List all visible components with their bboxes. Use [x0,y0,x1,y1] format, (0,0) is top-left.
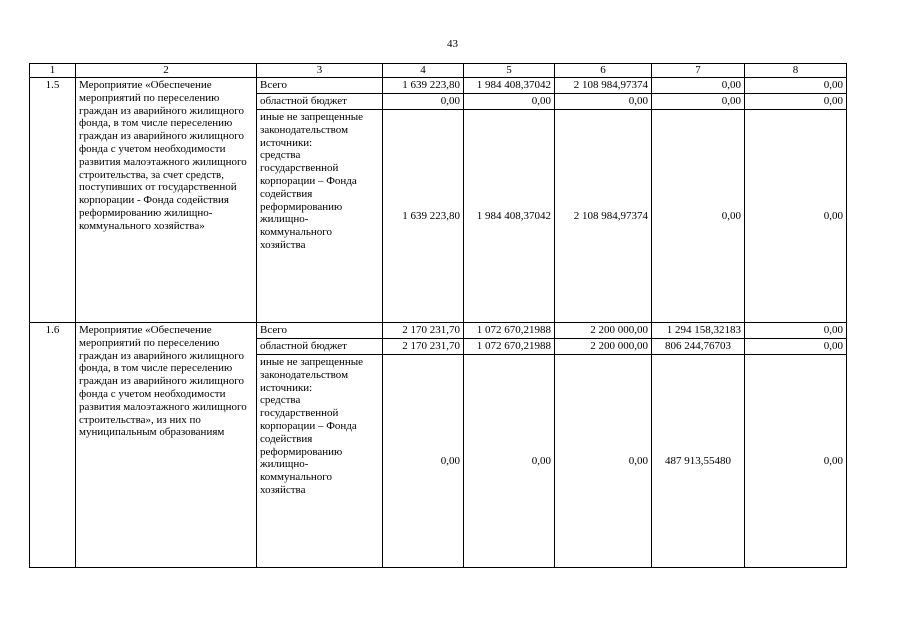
source-label: Всего [257,323,383,339]
column-header: 7 [652,64,745,78]
value-cell: 0,00 [383,355,464,568]
measure-name: Мероприятие «Обеспечение мероприятий по переселению граждан из аварийного жилищного фонда, в том числе переселению граждан из аварийного жилищного фонда с учетом необходимости развития малоэтажного жилищного строительства, за счет средств, поступивших от государственной корпорации - Фонда содействия реформированию жилищно-коммунального хозяйства» [76,78,257,323]
table-row [30,78,847,94]
value-cell: 1 072 670,21988 [464,323,555,339]
value-cell: 0,00 [652,78,745,94]
value-cell: 0,00 [464,94,555,110]
source-label: областной бюджет [257,94,383,110]
column-header: 2 [76,64,257,78]
measure-name: Мероприятие «Обеспечение мероприятий по переселению граждан из аварийного жилищного фонда, в том числе переселению граждан из аварийного жилищного фонда с учетом необходимости развития малоэтажного жилищного строительства», из них по муниципальным образованиям [76,323,257,568]
source-label: Всего [257,78,383,94]
table-row [30,323,847,339]
value-cell: 0,00 [383,94,464,110]
value-cell: 2 108 984,97374 [555,110,652,323]
column-header: 8 [745,64,847,78]
value-cell: 1 294 158,32183 [652,323,745,339]
value-cell: 2 170 231,70 [383,323,464,339]
column-header-row [30,64,847,78]
value-cell: 487 913,55480 [652,355,745,568]
value-cell: 0,00 [745,110,847,323]
source-label: иные не запрещенные законодательством источники: средства государственной корпорации – Фонда содействия реформированию жилищно-коммунального хозяйства [257,110,383,323]
value-cell: 0,00 [745,323,847,339]
value-cell: 2 200 000,00 [555,323,652,339]
value-cell: 1 984 408,37042 [464,78,555,94]
value-cell: 0,00 [745,355,847,568]
value-cell: 0,00 [464,355,555,568]
source-label: областной бюджет [257,339,383,355]
row-index: 1.5 [30,78,76,323]
value-cell: 0,00 [555,355,652,568]
value-cell: 2 108 984,97374 [555,78,652,94]
row-index: 1.6 [30,323,76,568]
value-cell: 0,00 [652,94,745,110]
column-header: 1 [30,64,76,78]
value-cell: 1 639 223,80 [383,78,464,94]
value-cell: 0,00 [745,339,847,355]
value-cell: 806 244,76703 [652,339,745,355]
value-cell: 2 170 231,70 [383,339,464,355]
value-cell: 1 072 670,21988 [464,339,555,355]
column-header: 3 [257,64,383,78]
column-header: 5 [464,64,555,78]
value-cell: 1 984 408,37042 [464,110,555,323]
source-label: иные не запрещенные законодательством источники: средства государственной корпорации – Фонда содействия реформированию жилищно-коммунального хозяйства [257,355,383,568]
column-header: 4 [383,64,464,78]
value-cell: 0,00 [745,94,847,110]
value-cell: 0,00 [555,94,652,110]
page-number: 43 [447,38,458,50]
financing-table [29,63,847,568]
value-cell: 0,00 [652,110,745,323]
value-cell: 2 200 000,00 [555,339,652,355]
column-header: 6 [555,64,652,78]
value-cell: 0,00 [745,78,847,94]
value-cell: 1 639 223,80 [383,110,464,323]
